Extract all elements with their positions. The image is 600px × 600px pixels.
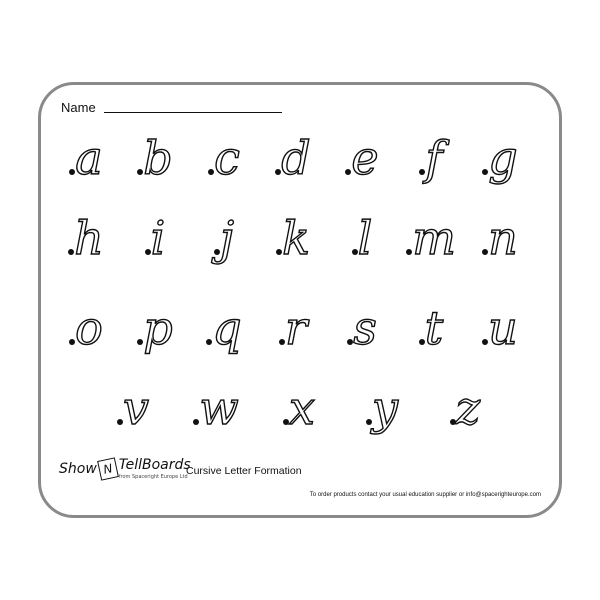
letter-tile <box>335 123 395 193</box>
letter-tile <box>355 373 415 443</box>
name-label: Name <box>61 100 96 115</box>
letter-tile <box>272 373 332 443</box>
letter-tile <box>438 373 498 443</box>
cursive-letter: q <box>212 301 242 355</box>
letter-tile <box>197 293 257 363</box>
cursive-letter: f <box>425 131 443 185</box>
cursive-letter: l <box>357 211 373 265</box>
letter-tile <box>404 293 464 363</box>
letter-tile <box>106 373 166 443</box>
worksheet-title: Cursive Letter Formation <box>186 465 302 477</box>
letter-tile <box>59 293 119 363</box>
letter-tile <box>404 203 464 273</box>
logo-sub-text: from Spaceright Europe Ltd <box>118 474 188 480</box>
cursive-letter: t <box>424 301 444 355</box>
cursive-letter: y <box>372 381 398 435</box>
logo-n-box: N <box>97 457 119 480</box>
cursive-letter: z <box>455 381 481 435</box>
letter-grid <box>41 85 559 515</box>
cursive-letter: x <box>289 381 315 435</box>
logo-right <box>119 457 191 480</box>
letter-tile <box>266 123 326 193</box>
letter-tile <box>335 203 395 273</box>
letter-tile <box>266 203 326 273</box>
letter-tile <box>189 373 249 443</box>
letter-tile <box>473 293 533 363</box>
letter-tile <box>197 123 257 193</box>
cursive-letter: r <box>285 301 307 355</box>
cursive-letter: s <box>353 301 377 355</box>
letter-tile <box>473 123 533 193</box>
cursive-letter: k <box>282 211 310 265</box>
letter-tile <box>197 203 257 273</box>
cursive-letter: p <box>143 301 173 355</box>
cursive-letter: o <box>75 301 103 355</box>
cursive-letter: c <box>214 131 240 185</box>
cursive-letter: v <box>123 381 149 435</box>
letter-tile <box>128 123 188 193</box>
letter-tile <box>335 293 395 363</box>
cursive-letter: w <box>199 381 239 435</box>
cursive-letter: a <box>75 131 103 185</box>
letter-tile <box>59 203 119 273</box>
cursive-letter: j <box>219 211 235 265</box>
worksheet-board <box>38 82 562 518</box>
cursive-letter: i <box>150 211 166 265</box>
cursive-letter: g <box>488 131 518 185</box>
letter-tile <box>404 123 464 193</box>
showntell-logo <box>59 457 191 480</box>
cursive-letter: b <box>143 131 173 185</box>
order-note: To order products contact your usual education supplier or info@spacerighteurope.com <box>309 492 541 498</box>
cursive-letter: m <box>412 211 456 265</box>
letter-tile <box>59 123 119 193</box>
letter-tile <box>266 293 326 363</box>
cursive-letter: e <box>351 131 379 185</box>
logo-tell-text: TellBoards <box>118 457 191 473</box>
logo-show-text: Show <box>59 460 97 477</box>
cursive-letter: h <box>74 211 104 265</box>
cursive-letter: u <box>488 301 518 355</box>
cursive-letter: d <box>281 131 311 185</box>
cursive-letter: n <box>488 211 518 265</box>
letter-tile <box>128 293 188 363</box>
letter-tile <box>128 203 188 273</box>
letter-tile <box>473 203 533 273</box>
